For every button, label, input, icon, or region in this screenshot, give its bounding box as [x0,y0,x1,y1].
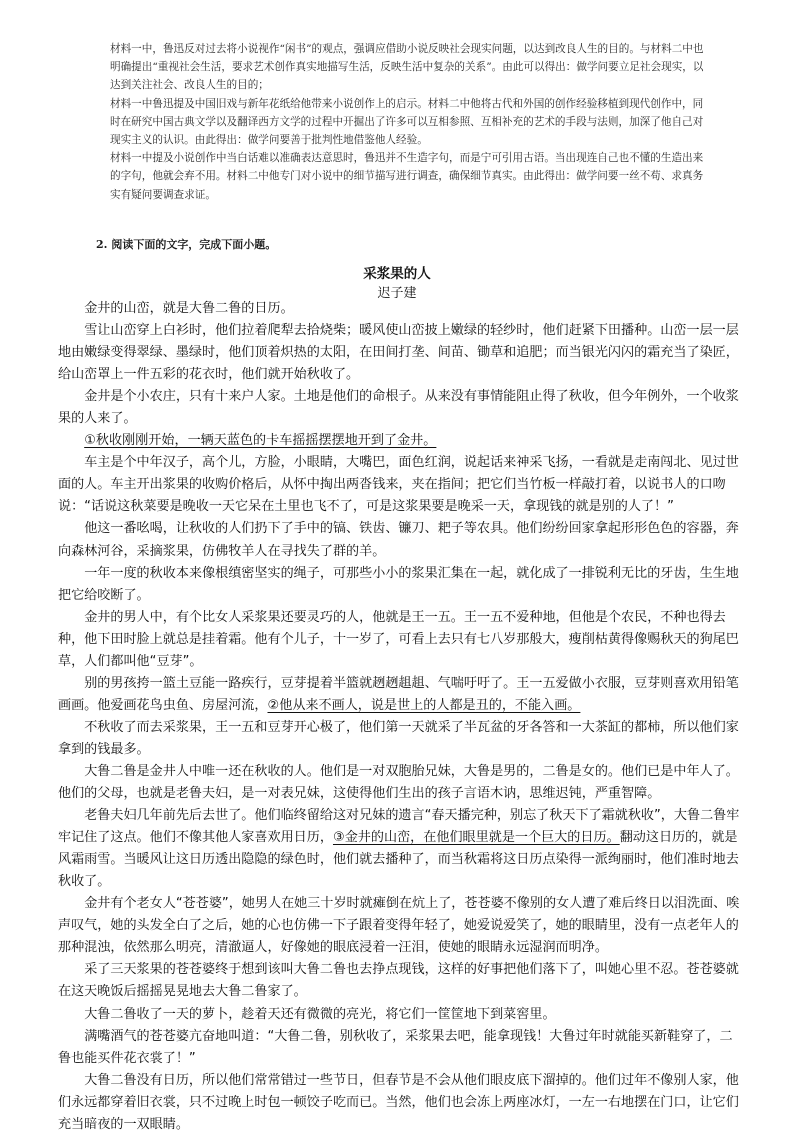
paragraph: 金井有个老女人“苍苍婆”，她男人在她三十岁时就瘫倒在炕上了，苍苍婆不像别的女人遭了难后终日以泪洗面、唉声叹气，她的头发全白了之后，她的心也仿佛一下子跟着变得年轻了，她爱说爱笑了，她的眼睛里，没有一点老年人的那种混浊，依然那么明亮，清澈逼人，好像她的眼底浸着一汪泪，使她的眼睛永远湿润而明净。 [58,896,740,956]
material-answer-1: 材料一中，鲁迅反对过去将小说视作“闲书”的观点，强调应借助小说反映社会现实问题，以达到改良人生的目的。与材料二中也明确提出“重视社会生活，要求艺术创作真实地描写生活，反映生活中复杂的关系”。由此可以得出：做学问要立足社会现实，以达到关注社会、改良人生的目的； [110,43,704,92]
paragraph: 金井的山峦，就是大鲁二鲁的日历。 [84,301,294,316]
paragraph: 大鲁二鲁没有日历，所以他们常常错过一些节日，但春节是不会从他们眼皮底下溜掉的。他们过年不像别人家，他们永远都穿着旧衣裳，只不过晚上时包一顿饺子吃而已。当然，他们也会冻上两座冰灯，一左一右地摆在门口，让它们充当暗夜的一双眼睛。 [58,1072,739,1132]
underlined-sentence-3: ③金井的山峦，在他们眼里就是一个巨大的日历。 [332,830,620,846]
paragraph: 他这一番吆喝，让秋收的人们扔下了手中的镐、铁齿、镰刀、耙子等农具。他们纷纷回家拿起形形色色的容器，奔向森林河谷，采摘浆果，仿佛牧羊人在寻找失了群的羊。 [58,521,739,559]
paragraph: 满嘴酒气的苍苍婆亢奋地叫道：“大鲁二鲁，别秋收了，采浆果去吧，能拿现钱！大鲁过年时就能买新鞋穿了，二鲁也能买件花衣裳了！” [58,1028,733,1066]
underlined-sentence-2: ②他从来不画人，说是世上的人都是丑的，不能入画。 [267,697,581,713]
paragraph: 不秋收了而去采浆果，王一五和豆芽开心极了，他们第一天就采了半瓦盆的牙各答和一大茶缸的都柿，所以他们家拿到的钱最多。 [58,719,739,757]
passage-title: 采浆果的人 [363,266,431,282]
passage-author: 迟子建 [377,286,417,301]
material-answer-2: 材料一中鲁迅提及中国旧戏与新年花纸给他带来小说创作上的启示。材料二中他将古代和外国的创作经验移植到现代创作中，同时在研究中国古典文学以及翻译西方文学的过程中开掘出了许多可以互相参照、互相补充的艺术的手段与法则，加深了他自己对现实主义的认识。由此得出：做学问要善于批判性地借鉴他人经验。 [110,97,704,147]
paragraph: 大鲁二鲁收了一天的萝卜，趁着天还有微微的亮光，将它们一筐筐地下到菜窖里。 [84,1006,556,1022]
paragraph [58,805,740,893]
underlined-sentence-1: ①秋收刚刚开始，一辆天蓝色的卡车摇摇摆摆地开到了金井。 [84,433,437,449]
paragraph: 雪让山峦穿上白衫时，他们拉着爬犁去拾烧柴；暖风使山峦披上嫩绿的轻纱时，他们赶紧下田播种。山峦一层一层地由嫩绿变得翠绿、墨绿时，他们顶着炽热的太阳，在田间打垄、间苗、锄草和追肥；而当银光闪闪的霜充当了染匠，给山峦罩上一件五彩的花衣时，他们就开始秋收了。 [58,323,739,383]
paragraph-text: 老鲁夫妇几年前先后去世了。他们临终留给这对兄妹的遗言“春天播完种，别忘了秋天下了霜就秋收”，大鲁二鲁牢牢记住了这点。他们不像其他人家喜欢用日历， [58,808,740,846]
paragraph: 一年一度的秋收本来像根缜密坚实的绳子，可那些小小的浆果汇集在一起，就化成了一排锐利无比的牙齿，生生地把它给咬断了。 [58,565,739,603]
material-answer-3: 材料一中提及小说创作中当白话难以准确表达意思时，鲁迅并不生造字句，而是宁可引用古语。当出现连自己也不懂的生造出来的字句，他就会弃不用。材料二中他专门对小说中的细节描写进行调查，确保细节真实。由此得出：做学问要一丝不苟、求真务实有疑问要调查求证。 [110,152,704,201]
paragraph-text: 别的男孩挎一篮土豆能一路疾行，豆芽提着半篮就趔趔趄趄、气喘吁吁了。王一五爱做小衣服，豆芽则喜欢用铅笔画画。他爱画花鸟虫鱼、房屋河流， [58,675,739,713]
paragraph-text: 翻动这日历的，就是风霜雨雪。当暖风让这日历透出隐隐的绿色时，他们就去播种了，而当秋霜将这日历点染得一派绚丽时，他们准时地去秋收了。 [58,830,739,890]
paragraph [58,673,740,717]
passage-body [58,298,740,1136]
question-label: 2. 阅读下面的文字，完成下面小题。 [96,238,277,251]
paragraph: 采了三天浆果的苍苍婆终于想到该叫大鲁二鲁也去挣点现钱，这样的好事把他们落下了，叫她心里不忍。苍苍婆就在这天晚饭后摇摇晃晃地去大鲁二鲁家了。 [58,962,739,1000]
material-answers [110,40,710,204]
paragraph: 大鲁二鲁是金井人中唯一还在秋收的人。他们是一对双胞胎兄妹，大鲁是男的，二鲁是女的。他们已是中年人了。他们的父母，也就是老鲁夫妇，是一对表兄妹，这使得他们生出的孩子言语木讷，思维迟钝，严重智障。 [58,763,739,802]
paragraph: 金井是个小农庄，只有十来户人家。土地是他们的命根子。从来没有事情能阻止得了秋收，但今年例外，一个收浆果的人来了。 [58,389,739,427]
paragraph: 车主是个中年汉子，高个儿，方脸，小眼睛，大嘴巴，面色红润，说起话来神采飞扬，一看就是走南闯北、见过世面的人。车主开出浆果的收购价格后，从怀中掏出两沓钱来，夹在指间；把它们当竹板一样敲打着，以说书人的口吻说：“话说这秋菜要是晚收一天它呆在土里也飞不了，可是这浆果要是晚采一天，拿现钱的就是别的人了！” [58,455,739,515]
paragraph [58,430,740,452]
paragraph: 金井的男人中，有个比女人采浆果还要灵巧的人，他就是王一五。王一五不爱种地，但他是个农民，不种也得去种，他下田时脸上就总是挂着霜。他有个儿子，十一岁了，可看上去只有七八岁那般大，瘦削枯黄得像赐秋天的狗尾巴草，人们都叫他“豆芽”。 [58,609,739,669]
